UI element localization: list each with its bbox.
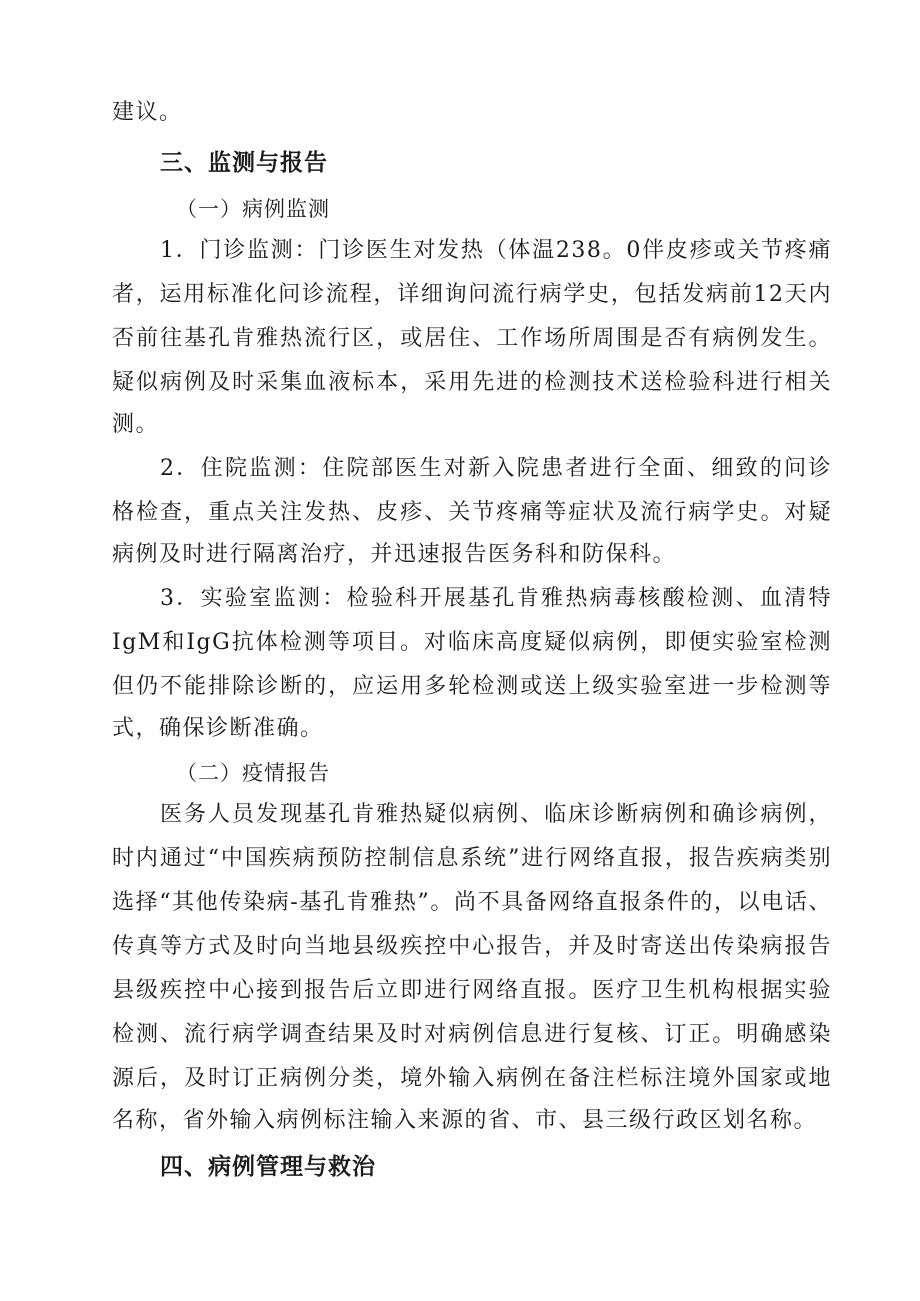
- paragraph-line: 源后，及时订正病例分类，境外输入病例在备注栏标注境外国家或地: [112, 1066, 832, 1091]
- paragraph-line: 选择“其他传染病-基孔肯雅热”。尚不具备网络直报条件的，以电话、: [112, 890, 832, 915]
- paragraph-line: 县级疾控中心接到报告后立即进行网络直报。医疗卫生机构根据实验: [112, 978, 832, 1003]
- paragraph-line: 检测、流行病学调查结果及时对病例信息进行复核、订正。明确感染: [112, 1022, 832, 1047]
- paragraph-line: 测。: [112, 412, 160, 437]
- subsection-heading: （一）病例监测: [176, 197, 330, 221]
- paragraph-line: 名称，省外输入病例标注输入来源的省、市、县三级行政区划名称。: [112, 1108, 818, 1133]
- paragraph-line: 式，确保诊断准确。: [112, 716, 324, 741]
- paragraph-line: 传真等方式及时向当地县级疾控中心报告，并及时寄送出传染病报告: [112, 934, 832, 959]
- text-line: 建议。: [112, 100, 183, 125]
- paragraph-line: 医务人员发现基孔肯雅热疑似病例、临床诊断病例和确诊病例，: [160, 802, 832, 827]
- paragraph-line: 1．门诊监测：门诊医生对发热（体温238。0伴皮疹或关节疼痛: [160, 238, 832, 263]
- section-heading: 三、监测与报告: [160, 150, 328, 176]
- paragraph-line: 病例及时进行隔离治疗，并迅速报告医务科和防保科。: [112, 542, 677, 567]
- paragraph-line: 时内通过“中国疾病预防控制信息系统”进行网络直报，报告疾病类别: [112, 846, 832, 871]
- paragraph-line: 者，运用标准化问诊流程，详细询问流行病学史，包括发病前12天内: [112, 282, 832, 307]
- paragraph-line: 疑似病例及时采集血液标本，采用先进的检测技术送检验科进行相关: [112, 370, 832, 395]
- subsection-heading: （二）疫情报告: [176, 761, 330, 785]
- paragraph-line: 3．实验室监测：检验科开展基孔肯雅热病毒核酸检测、血清特: [160, 586, 832, 611]
- paragraph-line: 格检查，重点关注发热、皮疹、关节疼痛等症状及流行病学史。对疑: [112, 500, 832, 525]
- section-heading: 四、病例管理与救治: [160, 1154, 376, 1180]
- paragraph-line: 2．住院监测：住院部医生对新入院患者进行全面、细致的问诊: [160, 456, 832, 481]
- paragraph-line: IgM和IgG抗体检测等项目。对临床高度疑似病例，即便实验室检测: [112, 630, 832, 655]
- paragraph-line: 否前往基孔肯雅热流行区，或居住、工作场所周围是否有病例发生。: [112, 326, 832, 351]
- paragraph-line: 但仍不能排除诊断的，应运用多轮检测或送上级实验室进一步检测等: [112, 674, 832, 699]
